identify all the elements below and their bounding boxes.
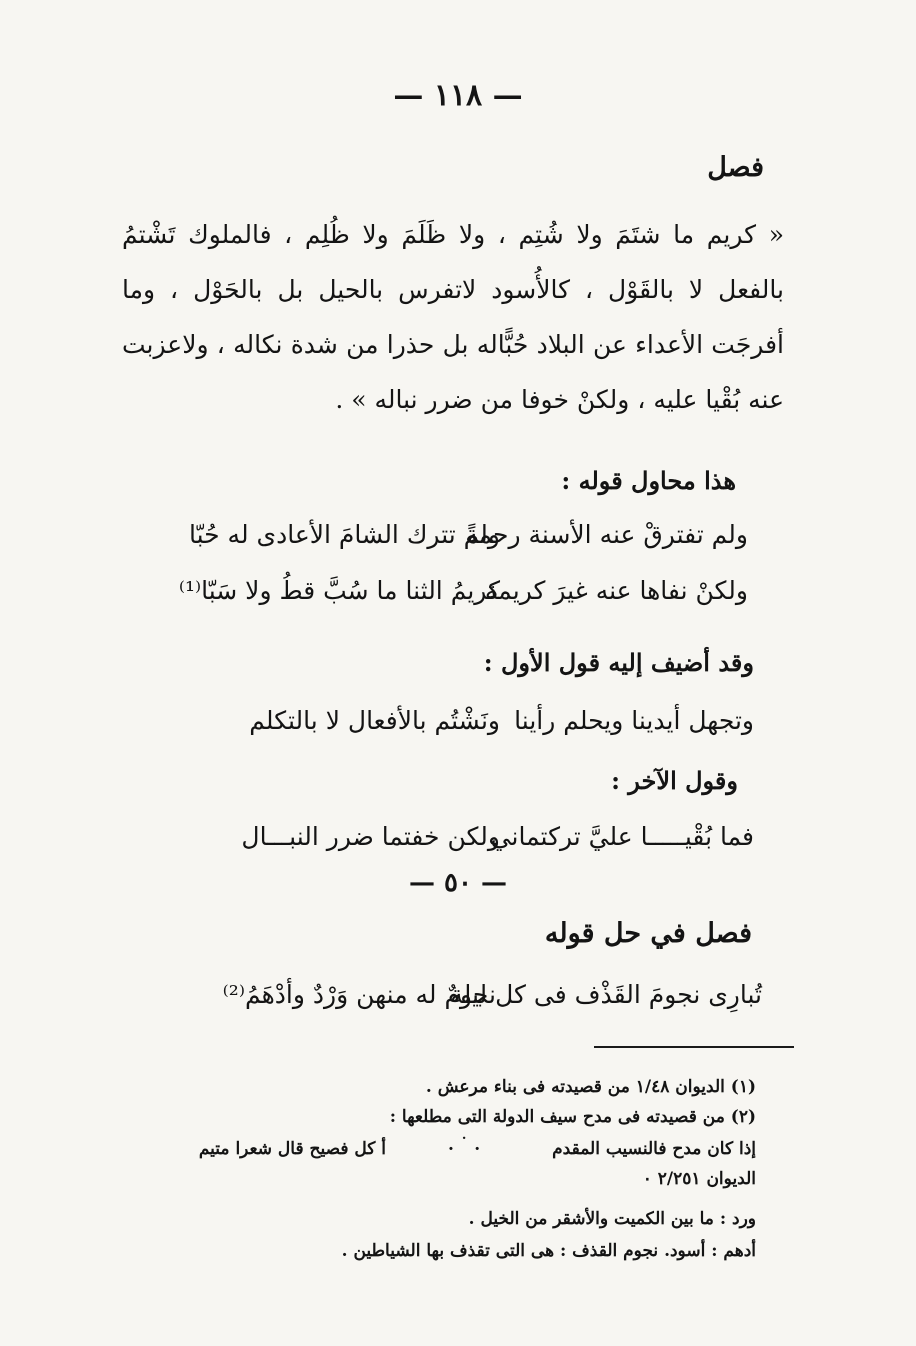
- verse-hemistich-right: وتجهل أيدينا ويحلم رأينا: [514, 706, 754, 735]
- quote-intro: وقول الآخر :: [611, 766, 738, 795]
- footnote-verse-separator: . ˙ .: [448, 1135, 481, 1155]
- verse-hemistich-right: فما بُقْيـــــا عليَّ تركتماني: [490, 822, 754, 851]
- footnote: أدهم : أسود. نجوم القذف : هى التى تقذف بها الشياطين .: [341, 1241, 756, 1261]
- verse-hemistich-left: ولكن خفتما ضرر النبـــال: [241, 822, 500, 851]
- footnote: (٢) من قصيدته فى مدح سيف الدولة التى مطلعها :: [389, 1107, 756, 1127]
- verse-hemistich-left: كريمُ الثنا ما سُبَّ قطُ ولا سَبّا⁽¹⁾: [178, 576, 500, 605]
- footnote-source: الديوان ٢/٢٥١ ٠: [642, 1169, 756, 1189]
- section-heading: فصل: [707, 152, 764, 183]
- verse-hemistich-left: نجومٌ له منهن وَرْدٌ وأدْهَمُ⁽²⁾: [222, 980, 496, 1009]
- verse-hemistich-right: ولم تفترقْ عنه الأسنة رحمةً: [465, 520, 748, 549]
- page-number: — ١١٨ —: [393, 78, 523, 113]
- section-number: — ٥٠ —: [408, 868, 508, 898]
- footnote-verse-right: إذا كان مدح فالنسيب المقدم: [552, 1139, 756, 1159]
- footnote: (١) الديوان ١/٤٨ من قصيدته فى بناء مرعش .: [425, 1077, 756, 1097]
- verse-hemistich-left: ولم تترك الشامَ الأعادى له حُبّا: [189, 520, 500, 549]
- quote-intro: وقد أضيف إليه قول الأول :: [483, 648, 754, 677]
- prose-paragraph: « كريم ما شتَمَ ولا شُتِم ، ولا ظَلَمَ ولا ظُلِم ، فالملوك تَشْتمُ بالفعل لا بالقَوْل ، كالأُسود لاتفرس بالحيل بل بالحَوْل ، وما أفرجَت الأعداء عن البلاد حُبًّاله بل حذرا من شدة نكاله ، ولاعزبت عنه بُقْيا عليه ، ولكنْ خوفا من ضرر نباله » .: [122, 220, 784, 414]
- quote-intro: هذا محاول قوله :: [561, 466, 736, 495]
- verse-hemistich-right: تُبارِى نجومَ القَذْف فى كل ليلة: [450, 980, 762, 1009]
- verse-hemistich-right: ولكنْ نفاها عنه غيرَ كريمة: [484, 576, 748, 605]
- section-heading: فصل في حل قوله: [544, 918, 752, 949]
- verse-hemistich-left: ونَشْتُم بالأفعال لا بالتكلم: [249, 706, 500, 735]
- footnote-verse-left: أ كل فصيح قال شعرا متيم: [198, 1139, 386, 1159]
- footnote-rule: [594, 1046, 794, 1048]
- footnote: ورد : ما بين الكميت والأشقر من الخيل .: [468, 1209, 756, 1229]
